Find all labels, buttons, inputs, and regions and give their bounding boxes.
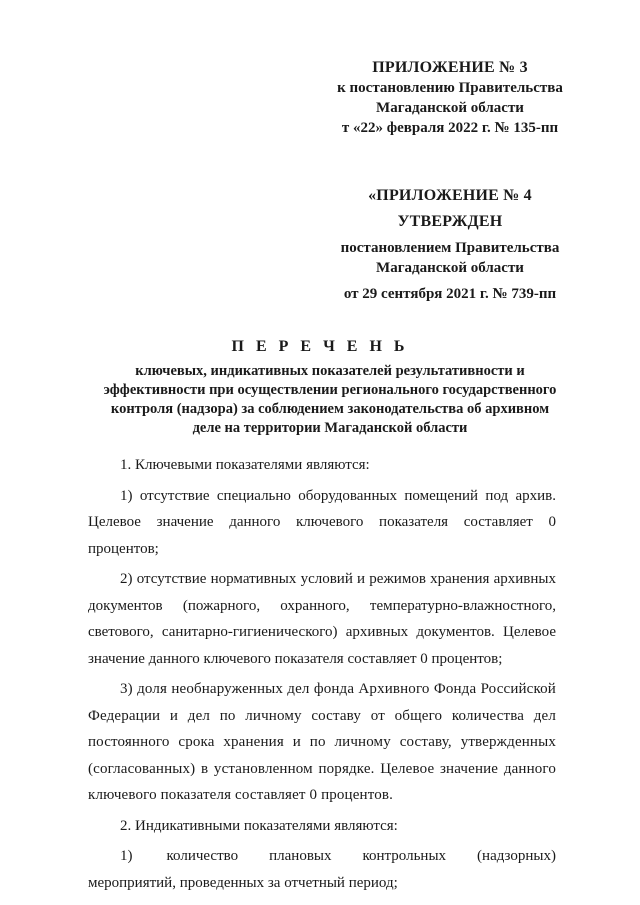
paragraph-indicative-indicators: 2. Индикативными показателями являются: xyxy=(120,817,398,834)
appendix-header xyxy=(300,58,600,138)
approval-appendix-number: «ПРИЛОЖЕНИЕ № 4 xyxy=(368,187,532,204)
approval-region-line: Магаданской области xyxy=(376,260,524,276)
item-number: 1) xyxy=(120,848,133,864)
appendix-region-line: Магаданской области xyxy=(376,100,524,116)
appendix-date-line: т «22» февраля 2022 г. № 135-пп xyxy=(341,120,559,136)
approval-header xyxy=(300,186,600,304)
approval-date-line: от 29 сентября 2021 г. № 739-пп xyxy=(343,286,557,302)
approval-ref-line: постановлением Правительства xyxy=(340,240,560,256)
paragraph-item-1: 1) отсутствие специально оборудованных помещений под архив. Целевое значение данного ключевого показателя составляет 0 процентов; xyxy=(88,487,556,557)
document-subtitle: ключевых, индикативных показателей результативности и эффективности при осуществлении регионального государственного контроля (надзора) за соблюдением законодательства об архивном деле на территории Магаданской области xyxy=(103,363,557,436)
approval-label: УТВЕРЖДЕН xyxy=(397,213,503,230)
appendix-number: ПРИЛОЖЕНИЕ № 3 xyxy=(372,59,528,76)
document-title: П Е Р Е Ч Е Н Ь xyxy=(231,338,409,355)
paragraph-item-2: 2) отсутствие нормативных условий и режимов хранения архивных документов (пожарного, охранного, температурно-влажностного, светового, санитарно-гигиенического) архивных документов. Целевое значение данного ключевого показателя составляет 0 процентов; xyxy=(88,571,556,667)
paragraph-key-indicators: 1. Ключевыми показателями являются: xyxy=(120,457,370,473)
appendix-ref-line: к постановлению Правительства xyxy=(337,80,563,96)
paragraph-indicative-item-1 xyxy=(88,843,556,896)
paragraph-item-3: 3) доля необнаруженных дел фонда Архивного Фонда Российской Федерации и дел по личному составу от общего количества дел постоянного срока хранения и по личному составу, утвержденных (согласованных) в установленном порядке. Целевое значение данного ключевого показателя составляет 0 процентов. xyxy=(88,681,556,803)
item-text: количество плановых контрольных (надзорных) мероприятий, проведенных за отчетный период; xyxy=(88,848,556,891)
document-body xyxy=(88,452,556,900)
